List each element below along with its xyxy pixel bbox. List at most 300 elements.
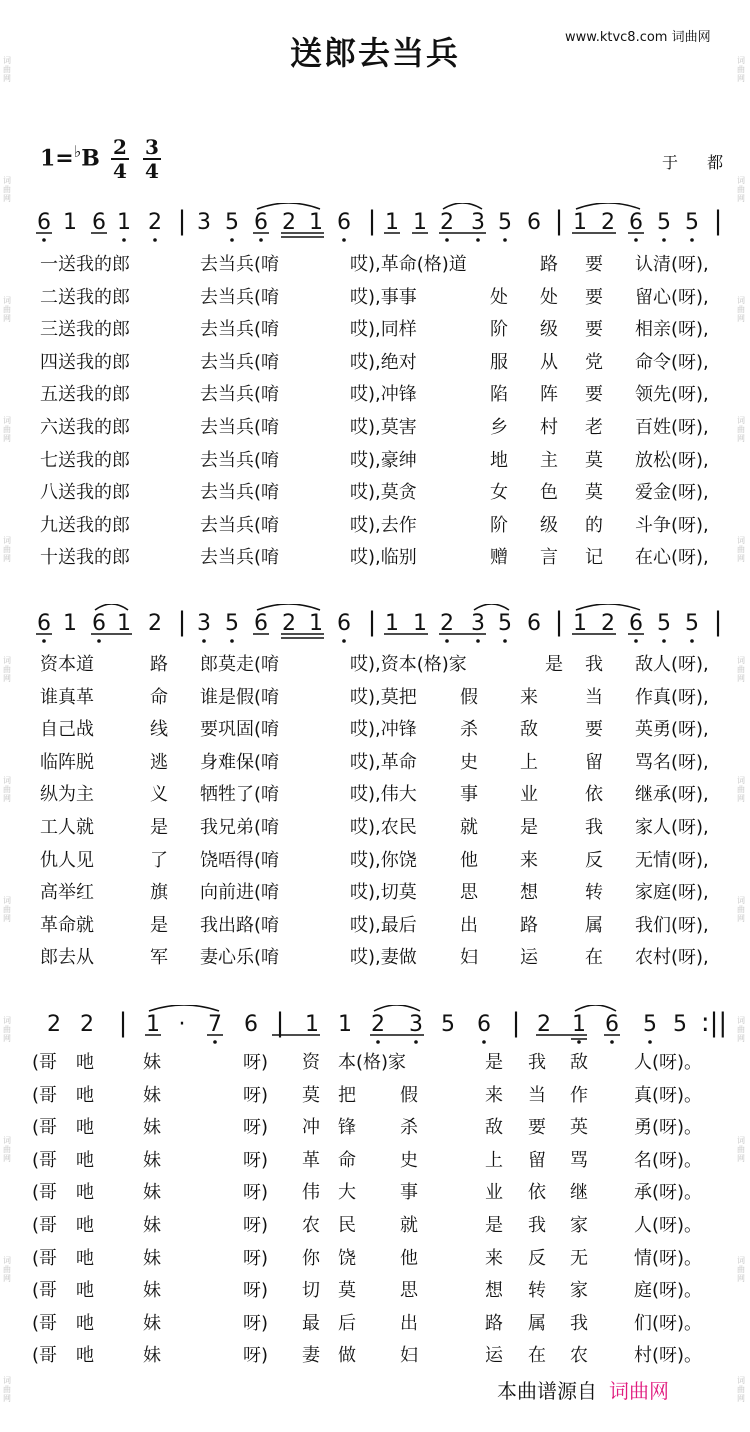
lyric-segment: 七送我的郎 xyxy=(40,449,130,471)
lyric-segment: 吔 xyxy=(76,1052,94,1073)
lyric-segment: 路 xyxy=(540,254,558,275)
lyric-segment: 义 xyxy=(150,784,168,806)
slur xyxy=(443,203,482,209)
lyric-segment: 勇(呀)。 xyxy=(634,1117,703,1139)
lyric-segment: 一送我的郎 xyxy=(40,254,130,275)
note: 3 xyxy=(471,210,485,235)
key-note: B xyxy=(81,145,100,172)
lyric-segment: 命令(呀), xyxy=(635,351,709,373)
lyric-segment: 妹 xyxy=(143,1084,161,1106)
watermark-text: 词 曲 网 xyxy=(737,896,745,923)
lyric-segment: 来 xyxy=(520,686,538,708)
note: 2 xyxy=(148,611,162,636)
lyrics-line xyxy=(40,683,730,713)
lyric-segment: 向前进(唷 xyxy=(200,882,280,904)
lyric-segment: 去当兵(唷 xyxy=(200,254,280,275)
lyric-segment: 妹 xyxy=(143,1182,161,1204)
watermark-text: 词 曲 网 xyxy=(3,896,11,923)
watermark-text: 词 曲 网 xyxy=(3,536,11,563)
lyric-segment: 骂名(呀), xyxy=(635,751,709,773)
lyrics-line xyxy=(40,780,730,810)
slur xyxy=(576,604,640,610)
lyric-segment: 要巩固(唷 xyxy=(200,719,280,741)
time-signature-2 xyxy=(142,136,162,182)
lyric-segment: 相亲(呀), xyxy=(635,319,709,341)
slur xyxy=(257,203,320,209)
lyric-segment: 郎去从 xyxy=(40,947,94,969)
note: 6 xyxy=(527,611,541,636)
note: 5 xyxy=(685,210,699,235)
lyric-segment: (哥 xyxy=(32,1312,58,1334)
lyric-segment: 高举红 xyxy=(40,882,94,904)
octave-dot xyxy=(97,639,101,643)
lyric-segment: (哥 xyxy=(32,1247,58,1269)
note: 7 xyxy=(208,1012,222,1037)
lyric-segment: 是 xyxy=(150,914,168,936)
watermark-text: 词 曲 网 xyxy=(3,176,11,203)
lyric-segment: 呀) xyxy=(243,1280,269,1302)
barline: | xyxy=(118,1008,128,1038)
lyric-segment: 庭(呀)。 xyxy=(634,1280,703,1302)
note: 2 xyxy=(537,1012,551,1037)
lyric-segment: 的 xyxy=(585,514,603,536)
lyrics-line xyxy=(32,1113,730,1143)
note: 5 xyxy=(225,611,239,636)
lyric-segment: 哎),妻做 xyxy=(350,947,417,969)
lyric-segment: 哎),事事 xyxy=(350,286,417,308)
watermark-text: 词 曲 网 xyxy=(3,416,11,443)
lyric-segment: 哎),切莫 xyxy=(350,882,417,904)
lyric-segment: 真(呀)。 xyxy=(634,1084,703,1106)
lyric-segment: 无 xyxy=(570,1247,588,1269)
note: 1 xyxy=(338,1012,352,1037)
note: 1 xyxy=(573,611,587,636)
lyrics-line xyxy=(40,748,730,778)
ts-top: 3 xyxy=(145,135,159,159)
lyric-segment: 呀) xyxy=(243,1215,269,1236)
lyric-segment: 五送我的郎 xyxy=(40,384,130,406)
lyric-segment: 妹 xyxy=(143,1052,161,1073)
note: 5 xyxy=(657,210,671,235)
octave-dot xyxy=(610,1040,614,1044)
lyric-segment: 资 xyxy=(302,1052,320,1073)
time-signature-1 xyxy=(110,136,130,182)
lyrics-line xyxy=(40,315,730,345)
note: 2 xyxy=(282,210,296,235)
lyric-segment: 伟 xyxy=(302,1182,320,1204)
lyric-segment: 妹 xyxy=(143,1345,161,1367)
note: 1 xyxy=(413,611,427,636)
lyric-segment: 家 xyxy=(570,1280,588,1302)
watermark-text: 词 曲 网 xyxy=(3,56,11,83)
watermark-text: 词 曲 网 xyxy=(3,1376,11,1403)
lyric-segment: 了 xyxy=(150,849,168,871)
ts-bottom: 4 xyxy=(113,159,127,183)
lyric-segment: 村 xyxy=(540,417,558,438)
watermark-text: 词 曲 网 xyxy=(737,1376,745,1403)
octave-dot xyxy=(42,639,46,643)
lyric-segment: 英勇(呀), xyxy=(635,719,709,741)
lyric-segment: 我们(呀), xyxy=(635,914,709,936)
lyric-segment: 冲 xyxy=(302,1117,320,1139)
lyric-segment: 们(呀)。 xyxy=(634,1312,703,1334)
lyric-segment: 哎),你饶 xyxy=(350,849,417,871)
note: 1 xyxy=(63,611,77,636)
lyrics-line xyxy=(32,1048,730,1078)
notation-line-1 xyxy=(0,203,750,243)
octave-dot xyxy=(476,238,480,242)
lyric-segment: 路 xyxy=(150,654,168,675)
lyric-segment: 想 xyxy=(520,882,538,904)
lyrics-line xyxy=(32,1244,730,1274)
lyric-segment: 认清(呀), xyxy=(635,254,709,275)
slur xyxy=(149,1005,219,1011)
lyric-segment: 呀) xyxy=(243,1312,269,1334)
lyric-segment: 纵为主 xyxy=(40,784,94,806)
lyric-segment: 要 xyxy=(585,719,603,741)
watermark-text: 词 曲 网 xyxy=(737,656,745,683)
lyric-segment: 事 xyxy=(460,784,478,806)
note: 5 xyxy=(657,611,671,636)
lyric-segment: 去当兵(唷 xyxy=(200,286,280,308)
lyric-segment: 哎),最后 xyxy=(350,914,417,936)
note: 1 xyxy=(63,210,77,235)
lyric-segment: 吔 xyxy=(76,1215,94,1236)
lyric-segment: 饶 xyxy=(338,1247,356,1269)
watermark-text: 词 曲 网 xyxy=(737,776,745,803)
lyric-segment: 百姓(呀), xyxy=(635,417,709,438)
lyric-segment: 把 xyxy=(338,1084,356,1106)
octave-dot xyxy=(259,238,263,242)
note: 6 xyxy=(337,210,351,235)
lyric-segment: 哎),临别 xyxy=(350,547,417,569)
lyric-segment: 路 xyxy=(485,1312,503,1334)
note: 6 xyxy=(527,210,541,235)
lyric-segment: 哎),绝对 xyxy=(350,351,417,373)
key-prefix: 1= xyxy=(40,145,74,172)
lyric-segment: 吔 xyxy=(76,1280,94,1302)
octave-dot xyxy=(648,1040,652,1044)
lyric-segment: 敌 xyxy=(520,719,538,741)
lyric-segment: 我 xyxy=(528,1052,546,1073)
lyric-segment: 出 xyxy=(460,914,478,936)
lyric-segment: 承(呀)。 xyxy=(634,1182,703,1204)
lyrics-line xyxy=(40,348,730,378)
lyric-segment: 家 xyxy=(570,1215,588,1236)
octave-dot xyxy=(690,238,694,242)
lyrics-line xyxy=(40,911,730,941)
lyric-segment: 情(呀)。 xyxy=(634,1247,703,1269)
watermark-text: 词 曲 网 xyxy=(737,1136,745,1163)
lyric-segment: 莫 xyxy=(585,449,603,471)
lyric-segment: 革 xyxy=(302,1149,320,1171)
lyric-segment: 去当兵(唷 xyxy=(200,351,280,373)
lyric-segment: 我 xyxy=(570,1312,588,1334)
lyric-segment: 去当兵(唷 xyxy=(200,482,280,504)
octave-dot xyxy=(153,238,157,242)
note: 2 xyxy=(601,611,615,636)
lyric-segment: 杀 xyxy=(460,719,478,741)
lyric-segment: 留 xyxy=(528,1149,546,1171)
lyric-segment: 农 xyxy=(302,1215,320,1236)
lyric-segment: 依 xyxy=(585,784,603,806)
barline: | xyxy=(367,206,377,236)
lyrics-line xyxy=(32,1146,730,1176)
lyric-segment: (哥 xyxy=(32,1052,58,1073)
lyric-segment: 运 xyxy=(520,947,538,969)
note: 6 xyxy=(477,1012,491,1037)
lyric-segment: 事 xyxy=(400,1182,418,1204)
lyrics-line xyxy=(40,846,730,876)
lyric-segment: 吔 xyxy=(76,1149,94,1171)
lyric-segment: 就 xyxy=(460,817,478,838)
lyric-segment: 领先(呀), xyxy=(635,384,709,406)
note: 5 xyxy=(643,1012,657,1037)
lyric-segment: (哥 xyxy=(32,1280,58,1302)
note: 6 xyxy=(254,210,268,235)
note: 2 xyxy=(440,210,454,235)
notation-line-3 xyxy=(0,1005,750,1045)
lyric-segment: 思 xyxy=(400,1280,418,1302)
slur xyxy=(576,203,640,209)
lyric-segment: 做 xyxy=(338,1345,356,1367)
flat-sign: ♭ xyxy=(73,142,82,161)
lyrics-line xyxy=(40,543,730,573)
lyric-segment: 思 xyxy=(460,882,478,904)
note: 6 xyxy=(254,611,268,636)
lyric-segment: 就 xyxy=(400,1215,418,1236)
octave-dot xyxy=(213,1040,217,1044)
lyric-segment: 逃 xyxy=(150,751,168,773)
lyric-segment: 要 xyxy=(585,384,603,406)
lyric-segment: 牺牲了(唷 xyxy=(200,784,280,806)
octave-dot xyxy=(230,238,234,242)
lyric-segment: 反 xyxy=(585,849,603,871)
lyric-segment: 当 xyxy=(528,1084,546,1106)
lyric-segment: 家人(呀), xyxy=(635,817,709,838)
barline: | xyxy=(367,607,377,637)
lyric-segment: 切 xyxy=(302,1280,320,1302)
lyric-segment: 妹 xyxy=(143,1247,161,1269)
lyric-segment: 路 xyxy=(520,914,538,936)
watermark-text: 词 曲 网 xyxy=(3,776,11,803)
lyric-segment: 英 xyxy=(570,1117,588,1139)
lyric-segment: 史 xyxy=(460,751,478,773)
notation-svg xyxy=(0,604,750,644)
lyric-segment: 出 xyxy=(400,1312,418,1334)
watermark-text: 词 曲 网 xyxy=(3,296,11,323)
octave-dot xyxy=(503,238,507,242)
footer-source xyxy=(497,1375,669,1404)
lyric-segment: 去当兵(唷 xyxy=(200,384,280,406)
octave-dot xyxy=(445,238,449,242)
lyric-segment: 呀) xyxy=(243,1117,269,1139)
lyric-segment: 二送我的郎 xyxy=(40,286,130,308)
lyric-segment: 转 xyxy=(528,1280,546,1302)
octave-dot xyxy=(42,238,46,242)
lyric-segment: 要 xyxy=(585,254,603,275)
watermark-text: 词 曲 网 xyxy=(737,1016,745,1043)
octave-dot xyxy=(414,1040,418,1044)
note: 1 xyxy=(309,611,323,636)
note: 5 xyxy=(441,1012,455,1037)
lyric-segment: 色 xyxy=(540,482,558,504)
lyric-segment: 临阵脱 xyxy=(40,751,94,773)
lyric-segment: 党 xyxy=(585,351,603,373)
octave-dot xyxy=(230,639,234,643)
lyric-segment: 哎),资本(格)家 xyxy=(350,654,467,675)
footer-brand-link[interactable]: 词曲网 xyxy=(609,1379,669,1403)
octave-dot xyxy=(476,639,480,643)
lyric-segment: 十送我的郎 xyxy=(40,547,130,569)
note: 2 xyxy=(47,1012,61,1037)
watermark-text: 词 曲 网 xyxy=(737,56,745,83)
lyric-segment: 农 xyxy=(570,1345,588,1367)
lyric-segment: 继 xyxy=(570,1182,588,1204)
note: 1 xyxy=(117,210,131,235)
note: 6 xyxy=(37,210,51,235)
lyric-segment: 阶 xyxy=(490,514,508,536)
note: 5 xyxy=(225,210,239,235)
barline: | xyxy=(275,1008,285,1038)
watermark-text: 词 曲 网 xyxy=(737,176,745,203)
lyric-segment: 资本道 xyxy=(40,654,94,675)
lyric-segment: 上 xyxy=(520,751,538,773)
octave-dot xyxy=(376,1040,380,1044)
lyric-segment: 史 xyxy=(400,1149,418,1171)
song-title: 送郎去当兵 xyxy=(289,34,460,72)
lyric-segment: 留心(呀), xyxy=(635,286,709,308)
lyric-segment: 吔 xyxy=(76,1312,94,1334)
lyric-segment: 我兄弟(唷 xyxy=(200,817,280,838)
lyric-segment: 哎),冲锋 xyxy=(350,384,417,406)
note: 5 xyxy=(673,1012,687,1037)
lyric-segment: 老 xyxy=(585,417,603,438)
note: 2 xyxy=(148,210,162,235)
lyrics-line xyxy=(40,380,730,410)
lyric-segment: 莫 xyxy=(302,1084,320,1106)
lyric-segment: 级 xyxy=(540,319,558,341)
lyric-segment: 呀) xyxy=(243,1084,269,1106)
lyric-segment: 线 xyxy=(150,719,168,741)
lyric-segment: 是 xyxy=(485,1215,503,1236)
footer-text: 本曲谱源自 xyxy=(497,1379,597,1403)
lyric-segment: 三送我的郎 xyxy=(40,319,130,341)
lyric-segment: 敌 xyxy=(485,1117,503,1139)
watermark-text: 词 曲 网 xyxy=(737,536,745,563)
lyrics-line xyxy=(32,1309,730,1339)
note: 2 xyxy=(601,210,615,235)
lyric-segment: 来 xyxy=(520,849,538,871)
lyric-segment: 最 xyxy=(302,1312,320,1334)
lyric-segment: 我 xyxy=(528,1215,546,1236)
lyrics-line xyxy=(32,1081,730,1111)
lyric-segment: 阶 xyxy=(490,319,508,341)
lyric-segment: 哎),革命 xyxy=(350,751,417,773)
lyric-segment: (哥 xyxy=(32,1345,58,1367)
note: 6 xyxy=(629,611,643,636)
lyric-segment: 乡 xyxy=(490,417,508,438)
note: 3 xyxy=(197,210,211,235)
lyric-segment: 要 xyxy=(528,1117,546,1139)
lyric-segment: 是 xyxy=(520,817,538,838)
note: 6 xyxy=(92,210,106,235)
lyric-segment: 来 xyxy=(485,1247,503,1269)
lyrics-line xyxy=(40,511,730,541)
slur xyxy=(374,1005,420,1011)
lyric-segment: 妹 xyxy=(143,1117,161,1139)
lyric-segment: 要 xyxy=(585,319,603,341)
note: 1 xyxy=(413,210,427,235)
lyric-segment: 依 xyxy=(528,1182,546,1204)
note: 2 xyxy=(371,1012,385,1037)
lyric-segment: 无情(呀), xyxy=(635,849,709,871)
lyric-segment: 呀) xyxy=(243,1052,269,1073)
watermark-text: 词 曲 网 xyxy=(737,1256,745,1283)
lyrics-line xyxy=(40,283,730,313)
lyric-segment: 斗争(呀), xyxy=(635,514,709,536)
note: 6 xyxy=(337,611,351,636)
lyric-segment: 仇人见 xyxy=(40,849,94,871)
lyric-segment: 级 xyxy=(540,514,558,536)
lyric-segment: 放松(呀), xyxy=(635,449,709,471)
lyric-segment: 哎),莫贪 xyxy=(350,482,417,504)
lyric-segment: 本(格)家 xyxy=(338,1052,407,1073)
slur xyxy=(95,604,128,610)
lyric-segment: (哥 xyxy=(32,1084,58,1106)
lyrics-line xyxy=(32,1276,730,1306)
lyric-segment: 去当兵(唷 xyxy=(200,319,280,341)
lyric-segment: 去当兵(唷 xyxy=(200,514,280,536)
lyric-segment: 反 xyxy=(528,1247,546,1269)
lyric-segment: 吔 xyxy=(76,1247,94,1269)
lyric-segment: 农村(呀), xyxy=(635,947,709,969)
lyric-segment: 地 xyxy=(490,449,508,471)
lyric-segment: 你 xyxy=(302,1247,320,1269)
lyric-segment: (哥 xyxy=(32,1149,58,1171)
lyric-segment: 九送我的郎 xyxy=(40,514,130,536)
lyric-segment: 属 xyxy=(528,1312,546,1334)
lyric-segment: 吔 xyxy=(76,1182,94,1204)
key-signature xyxy=(40,142,100,171)
octave-dot xyxy=(482,1040,486,1044)
note: 1 xyxy=(573,210,587,235)
site-url[interactable]: www.ktvc8.com 词曲网 xyxy=(565,30,711,45)
lyric-segment: (哥 xyxy=(32,1215,58,1236)
lyric-segment: 哎),农民 xyxy=(350,817,417,838)
ts-top: 2 xyxy=(113,135,127,159)
lyric-segment: 呀) xyxy=(243,1149,269,1171)
lyric-segment: 哎),伟大 xyxy=(350,784,417,806)
lyric-segment: 留 xyxy=(585,751,603,773)
lyrics-line xyxy=(32,1211,730,1241)
octave-dot xyxy=(342,238,346,242)
lyric-segment: 在 xyxy=(528,1345,546,1367)
lyric-segment: 想 xyxy=(485,1280,503,1302)
lyric-segment: 骂 xyxy=(570,1149,588,1171)
lyric-segment: 妹 xyxy=(143,1312,161,1334)
notation-svg xyxy=(0,1005,750,1045)
lyric-segment: 业 xyxy=(520,784,538,806)
lyric-segment: 假 xyxy=(400,1084,418,1106)
note: 1 xyxy=(385,210,399,235)
watermark-text: 词 曲 网 xyxy=(3,1136,11,1163)
note: 6 xyxy=(92,611,106,636)
lyrics-line xyxy=(32,1178,730,1208)
lyric-segment: 处 xyxy=(490,286,508,308)
note: 5 xyxy=(498,611,512,636)
lyric-segment: 赠 xyxy=(490,547,508,569)
